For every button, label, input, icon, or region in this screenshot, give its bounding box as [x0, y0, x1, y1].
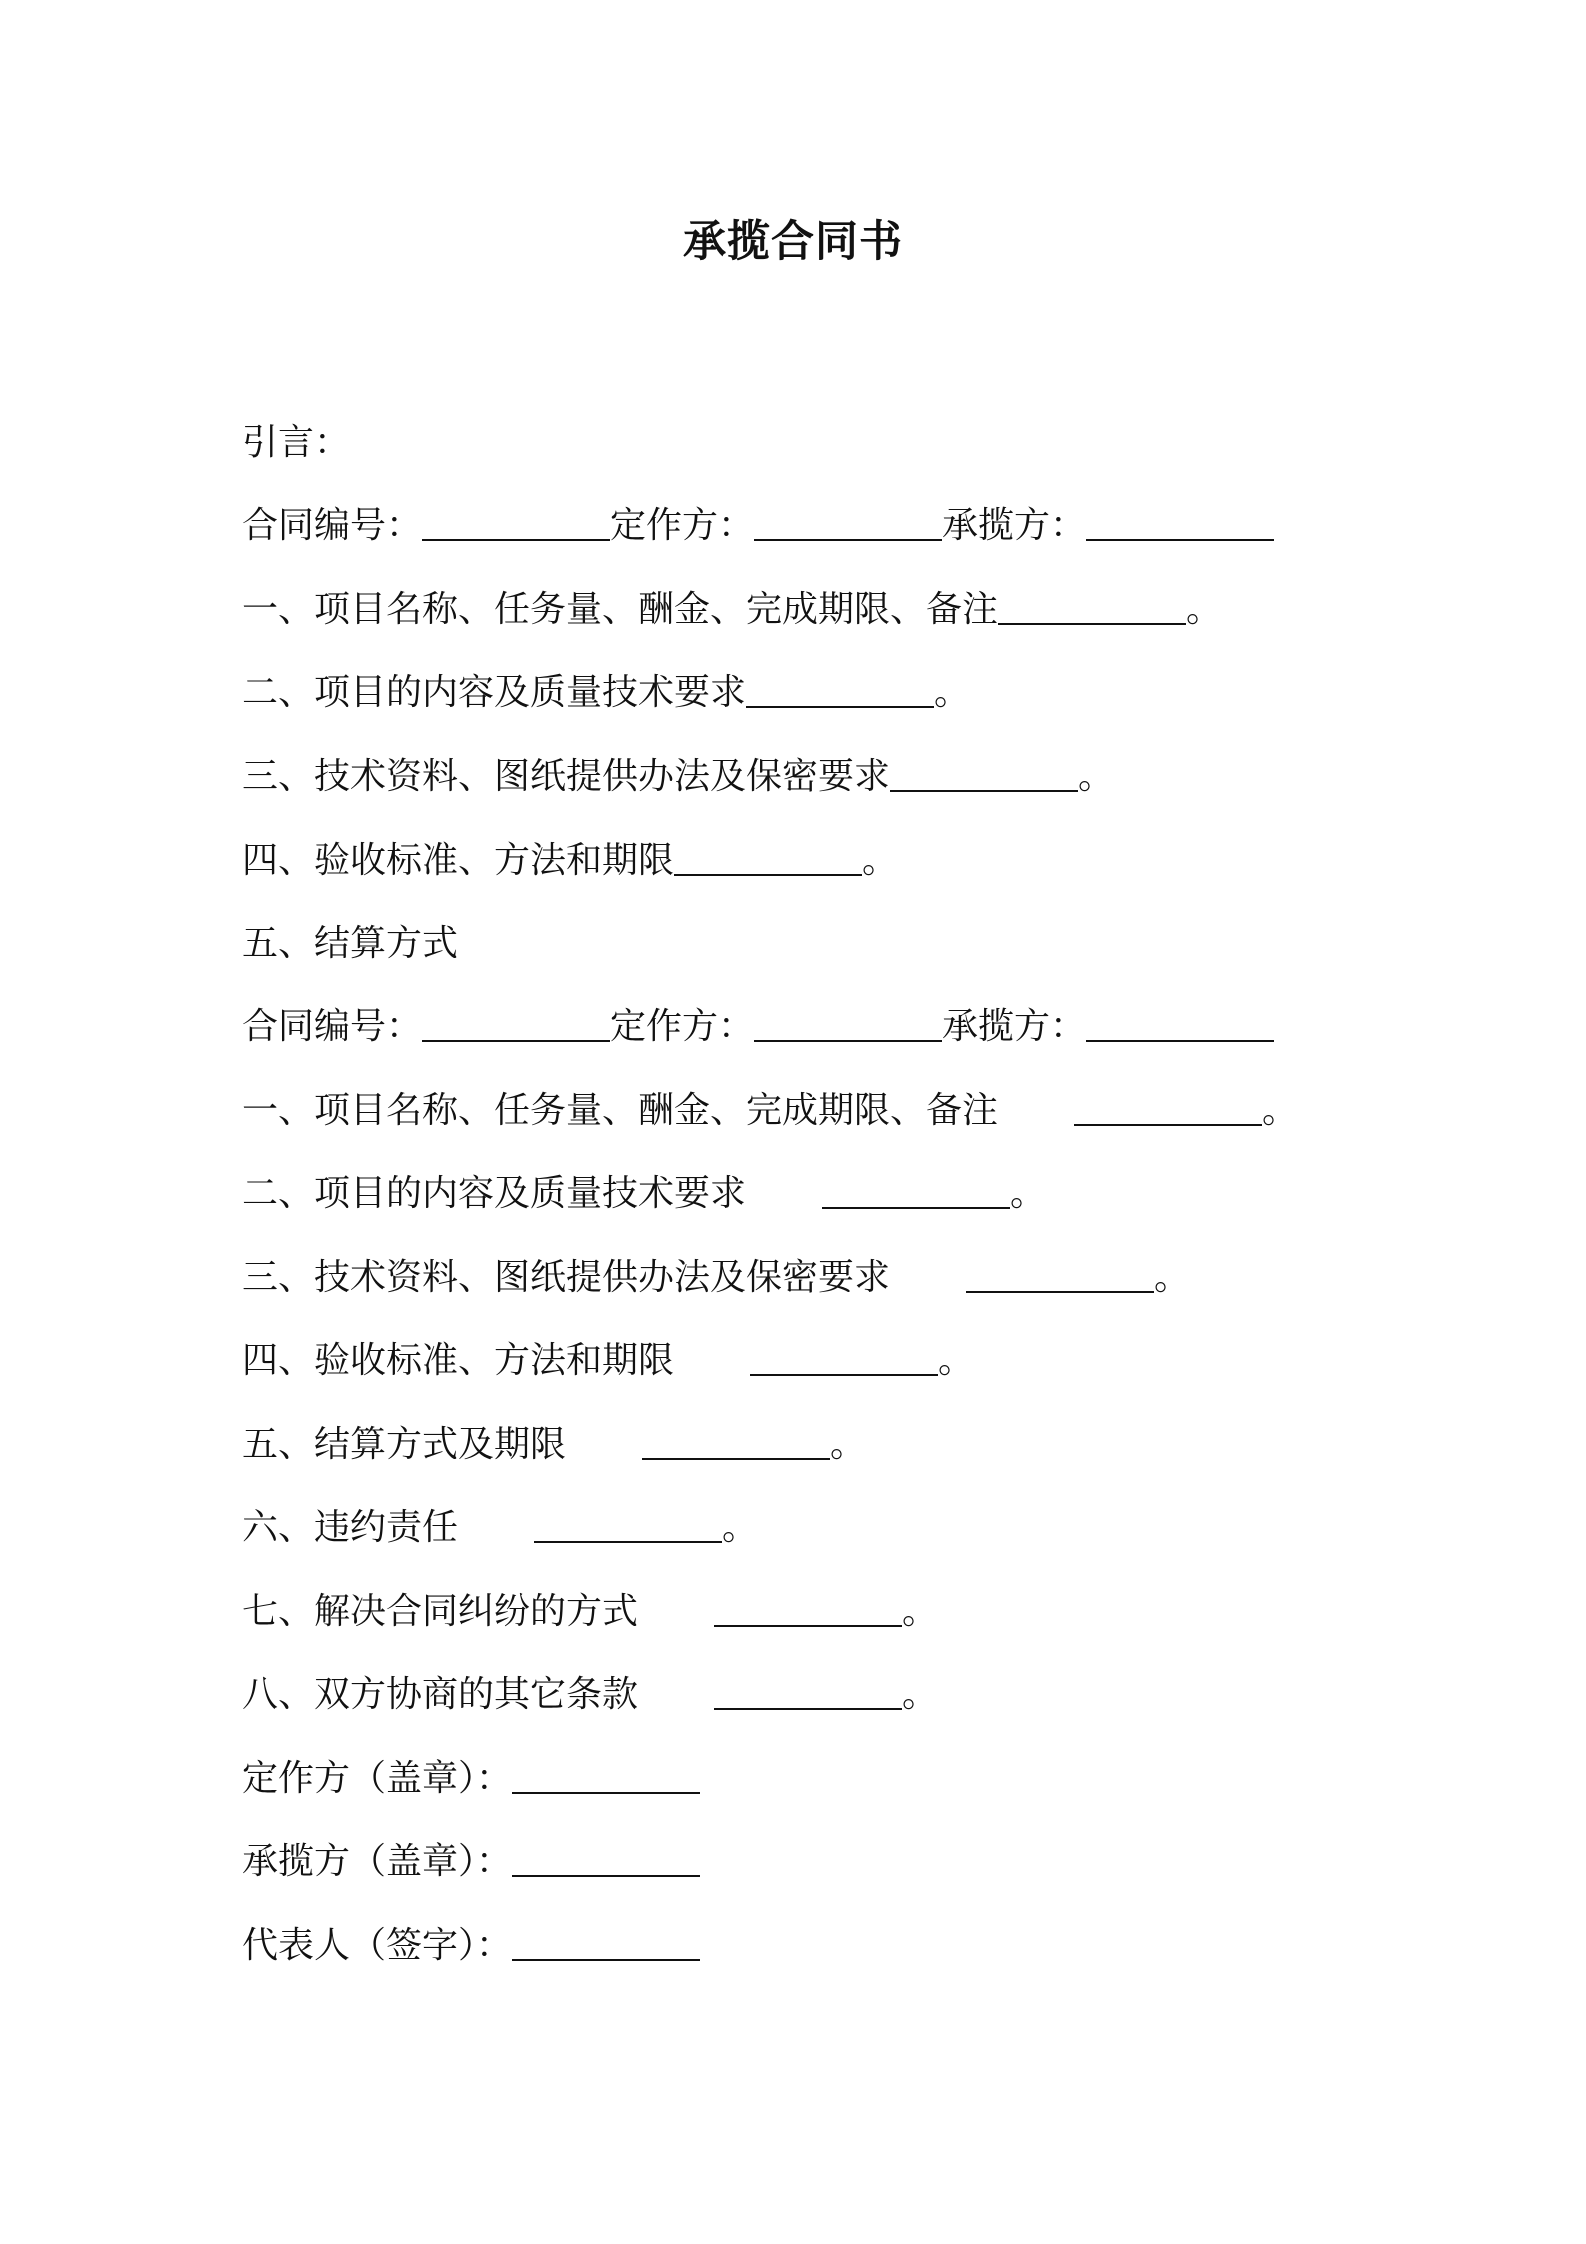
- clause-blank[interactable]: [966, 1257, 1154, 1293]
- clause-blank[interactable]: [642, 1424, 830, 1460]
- clause-blank[interactable]: [674, 840, 862, 876]
- settlement-heading: [242, 919, 458, 969]
- clause-period: 。: [1262, 1090, 1299, 1131]
- clause-label: 八、双方协商的其它条款: [242, 1674, 639, 1715]
- clause-period: 。: [1078, 756, 1115, 797]
- clause-label: 五、结算方式及期限: [242, 1424, 567, 1465]
- page-title: 承揽合同书: [683, 217, 903, 267]
- signature-blank[interactable]: [512, 1758, 700, 1794]
- clause-label: 四、验收标准、方法和期限: [242, 840, 675, 881]
- header-fields-row-1: [242, 501, 1274, 551]
- orderer-label: 定作方：: [610, 1006, 755, 1047]
- clause-label: 四、验收标准、方法和期限: [242, 1340, 675, 1381]
- clause-row: [242, 1336, 974, 1386]
- clause-row: [242, 1670, 938, 1720]
- clause-blank[interactable]: [714, 1674, 902, 1710]
- clause-row: [242, 1420, 866, 1470]
- clause-blank[interactable]: [890, 756, 1078, 792]
- intro-heading: [242, 418, 350, 468]
- clause-label: 三、技术资料、图纸提供办法及保密要求: [242, 1257, 891, 1298]
- clause-period: 。: [862, 840, 899, 881]
- clause-period: 。: [1154, 1257, 1191, 1298]
- clause-blank[interactable]: [822, 1173, 1010, 1209]
- orderer-blank[interactable]: [754, 1006, 942, 1042]
- signature-blank[interactable]: [512, 1841, 700, 1877]
- clause-blank[interactable]: [1074, 1090, 1262, 1126]
- signature-label: 定作方（盖章）：: [242, 1758, 513, 1799]
- clause-row: [242, 836, 898, 886]
- signature-blank[interactable]: [512, 1925, 700, 1961]
- signature-row: [242, 1837, 700, 1887]
- clause-label: 一、项目名称、任务量、酬金、完成期限、备注: [242, 1090, 999, 1131]
- contractor-label: 承揽方：: [942, 1006, 1087, 1047]
- clause-row: [242, 752, 1114, 802]
- clause-row: [242, 1086, 1298, 1136]
- header-fields-row-2: [242, 1002, 1274, 1052]
- clause-period: 。: [722, 1507, 759, 1548]
- signature-row: [242, 1754, 700, 1804]
- signature-label: 承揽方（盖章）：: [242, 1841, 513, 1882]
- clause-blank[interactable]: [534, 1507, 722, 1543]
- clause-label: 二、项目的内容及质量技术要求: [242, 1173, 747, 1214]
- orderer-label: 定作方：: [610, 505, 755, 546]
- clause-row: [242, 1587, 938, 1637]
- clause-period: 。: [1010, 1173, 1047, 1214]
- clause-period: 。: [938, 1340, 975, 1381]
- contract-no-blank[interactable]: [422, 505, 610, 541]
- clause-label: 三、技术资料、图纸提供办法及保密要求: [242, 756, 891, 797]
- clause-period: 。: [1186, 589, 1223, 630]
- clause-period: 。: [934, 672, 971, 713]
- clause-period: 。: [902, 1591, 939, 1632]
- signature-label: 代表人（签字）：: [242, 1925, 513, 1966]
- clause-blank[interactable]: [750, 1340, 938, 1376]
- contractor-blank[interactable]: [1086, 1006, 1274, 1042]
- clause-label: 七、解决合同纠纷的方式: [242, 1591, 639, 1632]
- clause-row: [242, 1503, 758, 1553]
- contract-no-label: 合同编号：: [242, 1006, 423, 1047]
- clause-blank[interactable]: [746, 672, 934, 708]
- clause-row: [242, 585, 1222, 635]
- settlement-label: 五、结算方式: [242, 923, 459, 964]
- clause-label: 二、项目的内容及质量技术要求: [242, 672, 747, 713]
- intro-label: 引言：: [242, 422, 351, 463]
- orderer-blank[interactable]: [754, 505, 942, 541]
- clause-row: [242, 1253, 1190, 1303]
- clause-period: 。: [902, 1674, 939, 1715]
- clause-row: [242, 1169, 1046, 1219]
- contractor-blank[interactable]: [1086, 505, 1274, 541]
- contract-no-label: 合同编号：: [242, 505, 423, 546]
- contract-no-blank[interactable]: [422, 1006, 610, 1042]
- clause-row: [242, 668, 970, 718]
- clause-blank[interactable]: [714, 1591, 902, 1627]
- signature-row: [242, 1921, 700, 1971]
- contractor-label: 承揽方：: [942, 505, 1087, 546]
- clause-label: 一、项目名称、任务量、酬金、完成期限、备注: [242, 589, 999, 630]
- clause-period: 。: [830, 1424, 867, 1465]
- clause-blank[interactable]: [998, 589, 1186, 625]
- clause-label: 六、违约责任: [242, 1507, 459, 1548]
